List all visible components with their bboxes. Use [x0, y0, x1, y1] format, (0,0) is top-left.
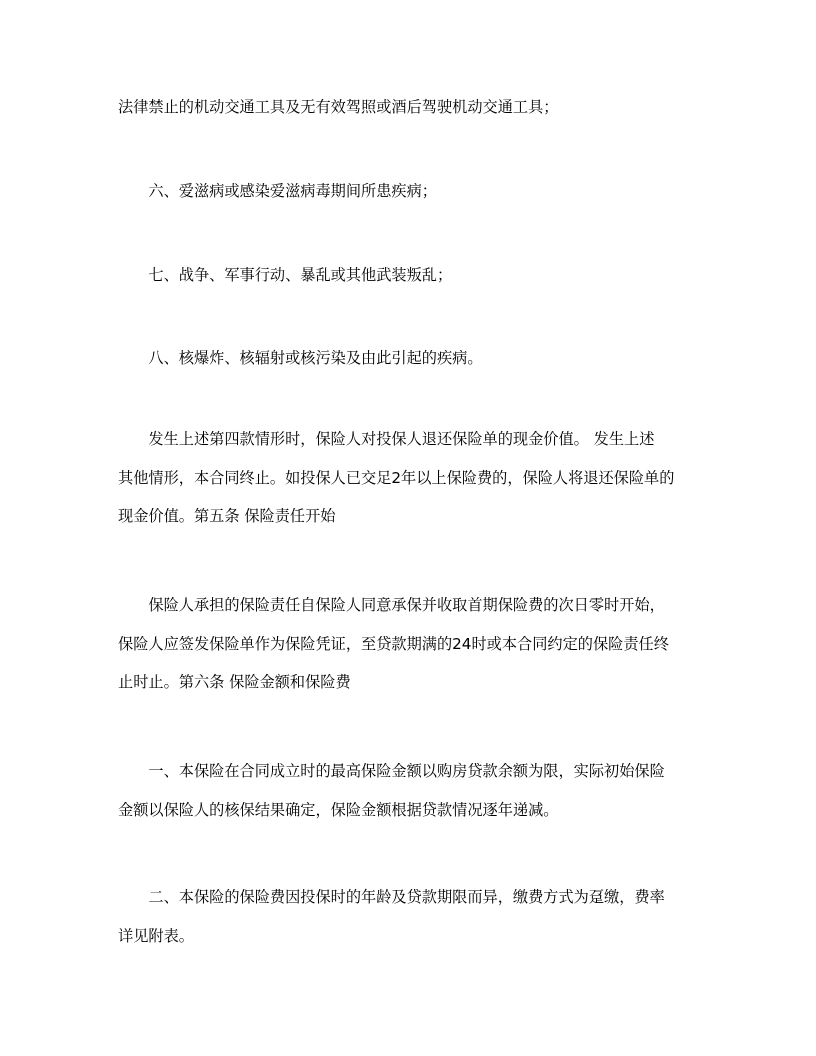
text-line: 详见附表。	[118, 926, 194, 945]
paragraph-exclusion-8	[118, 339, 708, 378]
text-line: 一、本保险在合同成立时的最高保险金额以购房贷款余额为限，实际初始保险	[118, 762, 665, 780]
paragraph-exclusion-6	[118, 172, 708, 211]
text-line: 发生上述第四款情形时，保险人对投保人退还保险单的现金价值。 发生上述	[118, 430, 655, 448]
paragraph-article-5-body	[118, 586, 708, 702]
text-line: 七、战争、军事行动、暴乱或其他武装叛乱；	[118, 266, 453, 284]
text-line: 金额以保险人的核保结果确定，保险金额根据贷款情况逐年递减。	[118, 800, 559, 819]
text-line: 其他情形，本合同终止。如投保人已交足2年以上保险费的，保险人将退还保险单的	[118, 468, 675, 487]
paragraph-article-5	[118, 420, 708, 536]
text-line: 法律禁止的机动交通工具及无有效驾照或酒后驾驶机动交通工具；	[118, 98, 559, 116]
text-line: 保险人承担的保险责任自保险人同意承保并收取首期保险费的次日零时开始，	[118, 596, 665, 614]
text-line: 六、爱滋病或感染爱滋病毒期间所患疾病；	[118, 182, 437, 200]
paragraph-article-6-item-1	[118, 752, 708, 829]
text-line: 八、核爆炸、核辐射或核污染及由此引起的疾病。	[118, 349, 483, 367]
paragraph-article-6-item-2	[118, 878, 708, 955]
text-line: 止时止。第六条 保险金额和保险费	[118, 673, 351, 691]
text-line: 现金价值。第五条 保险责任开始	[118, 507, 336, 525]
text-line: 二、本保险的保险费因投保时的年龄及贷款期限而异，缴费方式为趸缴，费率	[118, 888, 665, 906]
text-line: 保险人应签发保险单作为保险凭证，至贷款期满的24时或本合同约定的保险责任终	[118, 634, 669, 653]
paragraph-exclusion-7	[118, 256, 708, 295]
paragraph-exclusion-5-cont	[118, 88, 708, 127]
